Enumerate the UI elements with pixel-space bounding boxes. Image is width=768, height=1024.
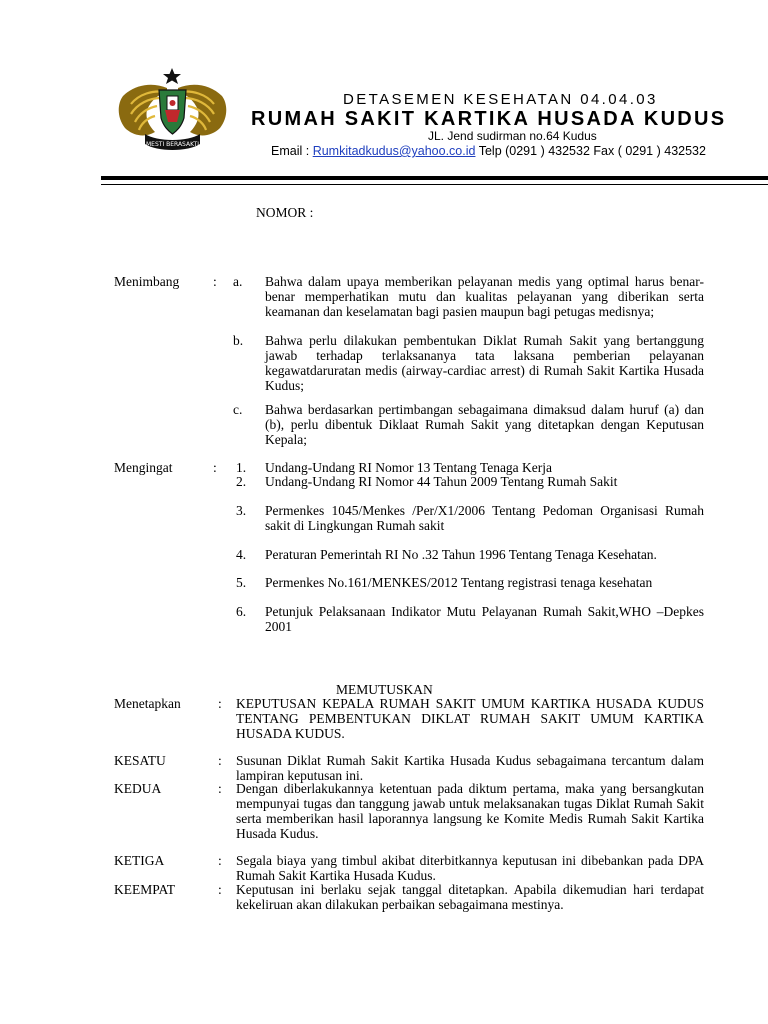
- menimbang-text-a: Bahwa dalam upaya memberikan pelayanan medis yang optimal harus benar-benar memperhatikan mutu dan kualitas pelayanan yang diberikan serta keamanan dan keselamatan bagi pasien maupun bagi petugas medisnya;: [265, 274, 704, 319]
- nomor-label: NOMOR :: [256, 205, 314, 220]
- kedua-label: KEDUA: [114, 781, 162, 796]
- email-label: Email :: [271, 144, 313, 158]
- kedua-text: Dengan diberlakukannya ketentuan pada diktum pertama, maka yang bersangkutan mempunyai tugas dan tanggung jawab untuk melaksanakan tugas Diklat Rumah Sakit serta memberikan hasil laporannya langsung ke Komite Medis Rumah Sakit Kartika Husada Kudus.: [236, 781, 704, 841]
- kedua-colon: :: [218, 781, 222, 796]
- mengingat-text-3: Permenkes 1045/Menkes /Per/X1/2006 Tentang Pedoman Organisasi Rumah sakit di Lingkungan Rumah sakit: [265, 503, 704, 533]
- mengingat-marker-3: 3.: [236, 503, 247, 518]
- keempat-label: KEEMPAT: [114, 882, 176, 897]
- header-divider-thick: [101, 176, 768, 180]
- menimbang-text-b: Bahwa perlu dilakukan pembentukan Diklat Rumah Sakit yang bertanggung jawab terhadap terlaksananya tata laksana pemberian pelayanan kegawatdaruratan medis (airway-cardiac arrest) di Rumah Sakit Kartika Husada Kudus;: [265, 333, 704, 393]
- contact-line: [271, 144, 706, 158]
- keempat-colon: :: [218, 882, 222, 897]
- mengingat-marker-6: 6.: [236, 604, 247, 619]
- department-title: DETASEMEN KESEHATAN 04.04.03: [343, 91, 658, 108]
- hospital-logo: [115, 66, 230, 158]
- header-divider-thin: [101, 184, 768, 185]
- menimbang-text-c: Bahwa berdasarkan pertimbangan sebagaimana dimaksud dalam huruf (a) dan (b), perlu dibentuk Diklaat Rumah Sakit yang ditetapkan dengan Keputusan Kepala;: [265, 402, 704, 447]
- phone-fax: Telp (0291 ) 432532 Fax ( 0291 ) 432532: [475, 144, 706, 158]
- menimbang-marker-a: a.: [233, 274, 243, 289]
- email-link[interactable]: Rumkitadkudus@yahoo.co.id: [312, 144, 476, 158]
- mengingat-marker-4: 4.: [236, 547, 247, 562]
- menetapkan-text: KEPUTUSAN KEPALA RUMAH SAKIT UMUM KARTIKA HUSADA KUDUS TENTANG PEMBENTUKAN DIKLAT RUMAH SAKIT UMUM KARTIKA HUSADA KUDUS.: [236, 696, 704, 741]
- mengingat-colon: :: [213, 460, 217, 475]
- mengingat-marker-1: 1.: [236, 460, 247, 475]
- menetapkan-label: Menetapkan: [114, 696, 181, 711]
- hospital-name: RUMAH SAKIT KARTIKA HUSADA KUDUS: [251, 108, 727, 130]
- menimbang-marker-c: c.: [233, 402, 243, 417]
- ketiga-text: Segala biaya yang timbul akibat diterbitkannya keputusan ini dibebankan pada DPA Rumah Sakit Kartika Husada Kudus.: [236, 853, 704, 883]
- kesatu-label: KESATU: [114, 753, 166, 768]
- mengingat-marker-2: 2.: [236, 474, 247, 489]
- memutuskan-heading: MEMUTUSKAN: [336, 682, 433, 697]
- mengingat-text-1: Undang-Undang RI Nomor 13 Tentang Tenaga Kerja: [265, 460, 553, 475]
- mengingat-text-4: Peraturan Pemerintah RI No .32 Tahun 1996 Tentang Tenaga Kesehatan.: [265, 547, 657, 562]
- menimbang-label: Menimbang: [114, 274, 180, 289]
- logo-motto: MESTI BERASAKTI: [146, 141, 199, 148]
- mengingat-text-5: Permenkes No.161/MENKES/2012 Tentang registrasi tenaga kesehatan: [265, 575, 653, 590]
- kesatu-colon: :: [218, 753, 222, 768]
- ketiga-label: KETIGA: [114, 853, 165, 868]
- menimbang-marker-b: b.: [233, 333, 244, 348]
- mengingat-text-6: Petunjuk Pelaksanaan Indikator Mutu Pelayanan Rumah Sakit,WHO –Depkes 2001: [265, 604, 704, 634]
- hospital-address: JL. Jend sudirman no.64 Kudus: [428, 129, 597, 143]
- menetapkan-colon: :: [218, 696, 222, 711]
- mengingat-marker-5: 5.: [236, 575, 247, 590]
- mengingat-text-2: Undang-Undang RI Nomor 44 Tahun 2009 Tentang Rumah Sakit: [265, 474, 618, 489]
- kesatu-text: Susunan Diklat Rumah Sakit Kartika Husada Kudus sebagaimana tercantum dalam lampiran keputusan ini.: [236, 753, 704, 783]
- menimbang-colon: :: [213, 274, 217, 289]
- mengingat-label: Mengingat: [114, 460, 173, 475]
- ketiga-colon: :: [218, 853, 222, 868]
- keempat-text: Keputusan ini berlaku sejak tanggal ditetapkan. Apabila dikemudian hari terdapat kekeliruan akan dilakukan perbaikan sebagaimana mestinya.: [236, 882, 704, 912]
